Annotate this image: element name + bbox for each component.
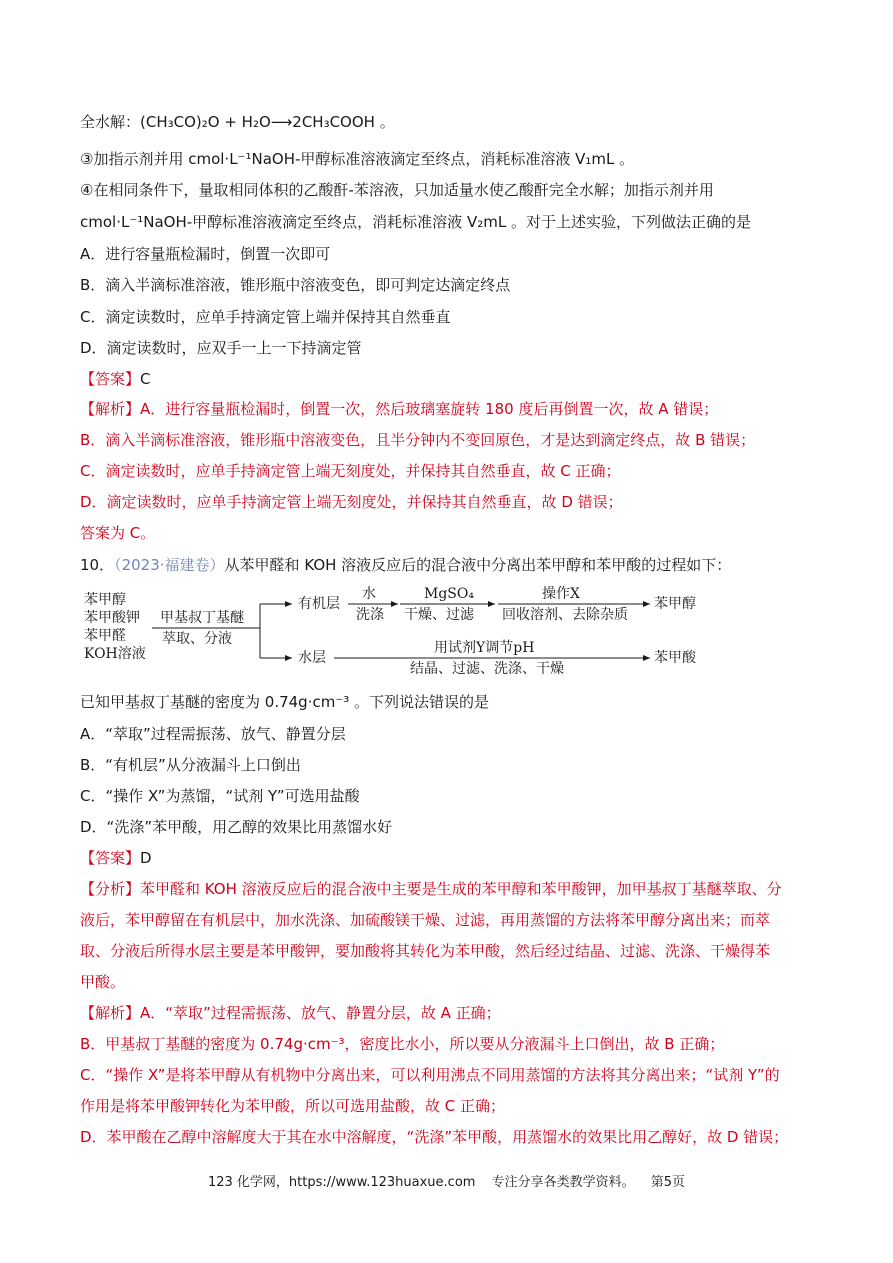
q9-conclusion: 答案为 C。 (80, 524, 156, 542)
q10-answer (80, 848, 823, 868)
start-mixture-3: 苯甲醛 (84, 628, 126, 644)
dry-filter-label: 干燥、过滤 (404, 607, 474, 623)
q10-analysis-c2: 作用是将苯甲酸钾转化为苯甲酸，所以可选用盐酸，故 C 正确； (80, 1097, 506, 1115)
q10-density-note: 已知甲基叔丁基醚的密度为 0.74g·cm⁻³ 。下列说法错误的是 (80, 693, 490, 711)
q9-option-c: C．滴定读数时，应单手持滴定管上端并保持其自然垂直 (80, 308, 451, 326)
q10-option-d: D．“洗涤”苯甲酸，用乙醇的效果比用蒸馏水好 (80, 818, 393, 836)
analysis-text: A．“萃取”过程需振荡、放气、静置分层，故 A 正确； (140, 1004, 501, 1022)
footer-page-number: 第5页 (650, 1175, 686, 1190)
extract-label: 萃取、分液 (162, 631, 232, 647)
q9-option-d: D．滴定读数时，应双手一上一下持滴定管 (80, 339, 362, 357)
q10-analysis-d: D．苯甲酸在乙醇中溶解度大于其在水中溶解度，“洗涤”苯甲酸，用蒸馏水的效果比用乙醇好，故 D 错误； (80, 1128, 789, 1146)
analysis-text: A．进行容量瓶检漏时，倒置一次，然后玻璃塞旋转 180 度后再倒置一次，故 A 错误； (140, 400, 719, 418)
q9-analysis-a (80, 399, 823, 419)
answer-label: 【答案】 (80, 370, 141, 388)
step-4-line1: ④在相同条件下，量取相同体积的乙酸酐-苯溶液，只加适量水使乙酸酐完全水解；加指示剂并用 (80, 181, 714, 199)
fenxi-text: 苯甲醛和 KOH 溶液反应后的混合液中主要是生成的苯甲醇和苯甲酸钾，加甲基叔丁基醚萃取、分 (140, 880, 782, 898)
q9-answer (80, 369, 823, 389)
solvent-label: 甲基叔丁基醚 (160, 610, 244, 626)
step-3: ③加指示剂并用 cmol·L⁻¹NaOH-甲醇标准溶液滴定至终点，消耗标准溶液 V₁mL 。 (80, 150, 635, 168)
reagent-y-label: 用试剂Y调节pH (434, 640, 535, 656)
operation-x-label: 操作X (542, 586, 580, 602)
analysis-label: 【解析】 (80, 400, 141, 418)
q10-analysis-c1: C．“操作 X”是将苯甲醇从有机物中分离出来，可以利用沸点不同用蒸馏的方法将其分离出来；“试剂 Y”的 (80, 1066, 780, 1084)
q10-option-a: A．“萃取”过程需振荡、放气、静置分层 (80, 725, 346, 743)
q9-option-a: A．进行容量瓶检漏时，倒置一次即可 (80, 245, 331, 263)
crystallize-label: 结晶、过滤、洗涤、干燥 (410, 661, 564, 677)
question-text: 从苯甲醛和 KOH 溶液反应后的混合液中分离出苯甲醇和苯甲酸的过程如下： (224, 556, 732, 574)
start-mixture-4: KOH溶液 (84, 646, 146, 662)
wash-label: 洗涤 (356, 607, 384, 623)
water-label: 水 (362, 586, 376, 602)
q9-analysis-b: B．滴入半滴标准溶液，锥形瓶中溶液变色，且半分钟内不变回原色，才是达到滴定终点，故 B 错误； (80, 431, 756, 449)
product-benzyl-alcohol: 苯甲醇 (654, 596, 696, 612)
q10-stem (80, 555, 823, 575)
question-source: （2023·福建卷） (114, 556, 225, 574)
q10-option-b: B．“有机层”从分液漏斗上口倒出 (80, 756, 301, 774)
start-mixture-1: 苯甲醇 (84, 592, 126, 608)
answer-value: C (140, 370, 151, 388)
footer-slogan: 专注分享各类教学资料。 (491, 1175, 635, 1190)
q10-fenxi-4: 甲酸。 (80, 973, 126, 991)
q10-option-c: C．“操作 X”为蒸馏，“试剂 Y”可选用盐酸 (80, 787, 360, 805)
answer-label: 【答案】 (80, 849, 141, 867)
answer-value: D (140, 849, 152, 867)
q10-fenxi-1 (80, 879, 823, 899)
hydrolysis-equation: 全水解：(CH₃CO)₂O + H₂O⟶2CH₃COOH 。 (80, 113, 395, 131)
aqueous-layer: 水层 (298, 650, 326, 666)
organic-layer: 有机层 (298, 596, 340, 612)
analysis-label: 【解析】 (80, 1004, 141, 1022)
q10-analysis-b: B．甲基叔丁基醚的密度为 0.74g·cm⁻³，密度比水小，所以要从分液漏斗上口倒出，故 B 正确； (80, 1035, 725, 1053)
q10-analysis-a (80, 1003, 823, 1023)
q10-fenxi-3: 取、分液后所得水层主要是苯甲酸钾，要加酸将其转化为苯甲酸，然后经过结晶、过滤、洗涤、干燥得苯 (80, 942, 771, 960)
separation-flow-diagram (80, 586, 720, 677)
q9-analysis-d: D．滴定读数时，应单手持滴定管上端无刻度处，并保持其自然垂直，故 D 错误； (80, 493, 623, 511)
product-benzoic-acid: 苯甲酸 (654, 650, 696, 666)
mgso4-label: MgSO₄ (424, 586, 474, 602)
fenxi-label: 【分析】 (80, 880, 141, 898)
q10-fenxi-2: 液后，苯甲醇留在有机层中，加水洗涤、加硫酸镁干燥、过滤，再用蒸馏的方法将苯甲醇分离出来；而萃 (80, 911, 771, 929)
q9-option-b: B．滴入半滴标准溶液，锥形瓶中溶液变色，即可判定达滴定终点 (80, 276, 511, 294)
q9-analysis-c: C．滴定读数时，应单手持滴定管上端无刻度处，并保持其自然垂直，故 C 正确； (80, 462, 621, 480)
step-4-line2: cmol·L⁻¹NaOH-甲醇标准溶液滴定至终点，消耗标准溶液 V₂mL 。对于上述实验，下列做法正确的是 (80, 213, 751, 231)
footer-site: 123 化学网，https://www.123huaxue.com (207, 1175, 476, 1190)
recover-label: 回收溶剂、去除杂质 (502, 607, 628, 623)
question-number: 10． (80, 556, 115, 574)
start-mixture-2: 苯甲酸钾 (84, 610, 140, 626)
page-footer (0, 1171, 893, 1190)
